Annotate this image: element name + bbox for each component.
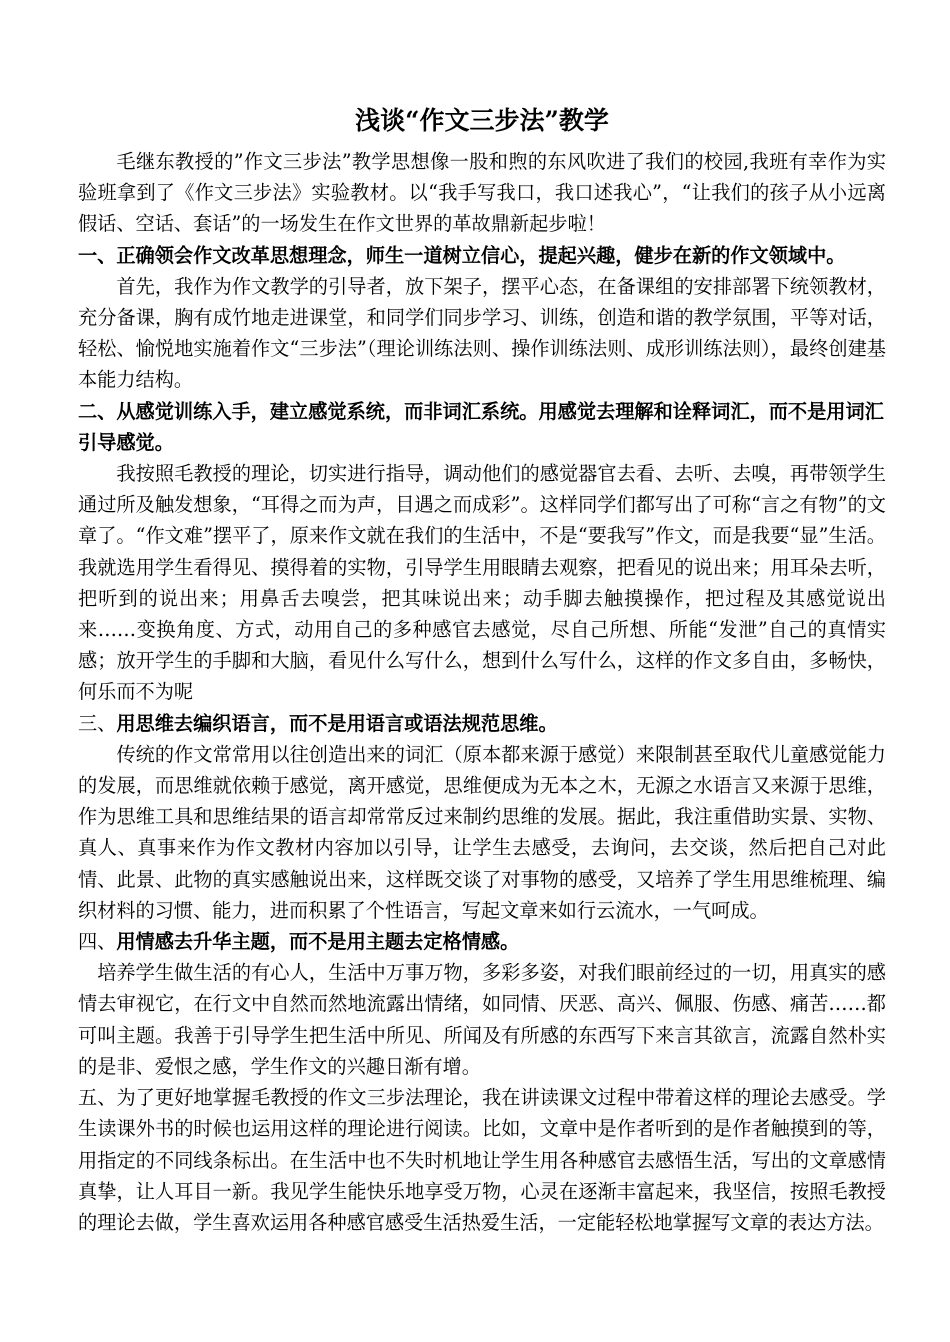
section-3-body: 传统的作文常常用以往创造出来的词汇（原本都来源于感觉）来限制甚至取代儿童感觉能力的发展，而思维就依赖于感觉，离开感觉，思维便成为无本之木，无源之水语言又来源于思维，作为思维工具和思维结果的语言却常常反过来制约思维的发展。据此，我注重借助实景、实物、真人、真事来作为作文教材内容加以引导，让学生去感受，去询问，去交谈，然后把自己对此情、此景、此物的真实感触说出来，这样既交谈了对事物的感受，又培养了学生用思维梳理、编织材料的习惯、能力，进而积累了个性语言，写起文章来如行云流水，一气呵成。: [78, 742, 886, 922]
section-5-body: 五、为了更好地掌握毛教授的作文三步法理论，我在讲读课文过程中带着这样的理论去感受。学生读课外书的时候也运用这样的理论进行阅读。比如，文章中是作者听到的是作者触摸到的等，用指定的不同线条标出。在生活中也不失时机地让学生用各种感官去感悟生活，写出的文章感情真挚，让人耳目一新。我见学生能快乐地享受万物，心灵在逐渐丰富起来，我坚信，按照毛教授的理论去做，学生喜欢运用各种感官感受生活热爱生活，一定能轻松地掌握写文章的表达方法。: [78, 1086, 886, 1234]
intro-paragraph: 毛继东教授的”作文三步法”教学思想像一股和煦的东风吹进了我们的校园,我班有幸作为实验班拿到了《作文三步法》实验教材。以“我手写我口，我口述我心”，“让我们的孩子从小远离假话、空话、套话”的一场发生在作文世界的革故鼎新起步啦！: [78, 150, 886, 236]
section-3-number: 三、: [78, 711, 117, 735]
section-2-body: 我按照毛教授的理论，切实进行指导，调动他们的感觉器官去看、去听、去嗅，再带领学生通过所及触发想象，“耳得之而为声，目遇之而成彩”。这样同学们都写出了可称“言之有物”的文章了。“作文难”摆平了，原来作文就在我们的生活中，不是“要我写”作文，而是我要“显”生活。我就选用学生看得见、摸得着的实物，引导学生用眼睛去观察，把看见的说出来；用耳朵去听，把听到的说出来；用鼻舌去嗅尝，把其味说出来；动手脚去触摸操作，把过程及其感觉说出来……变换角度、方式，动用自己的多种感官去感觉，尽自己所想、所能“发泄”自己的真情实感；放开学生的手脚和大脑，看见什么写什么，想到什么写什么，这样的作文多自由，多畅快，何乐而不为呢: [78, 462, 886, 704]
document-page: [78, 98, 886, 1238]
section-1-heading: 一、正确领会作文改革思想理念，师生一道树立信心，提起兴趣，健步在新的作文领域中。: [78, 243, 846, 267]
section-3-heading: [78, 708, 886, 739]
document-title: 浅谈“作文三步法”教学: [355, 106, 609, 135]
section-4-heading: [78, 926, 886, 957]
section-4-body: 培养学生做生活的有心人，生活中万事万物，多彩多姿，对我们眼前经过的一切，用真实的感情去审视它，在行文中自然而然地流露出情绪，如同情、厌恶、高兴、佩服、伤感、痛苦……都可叫主题。我善于引导学生把生活中所见、所闻及有所感的东西写下来言其欲言，流露自然朴实的是非、爱恨之感，学生作文的兴趣日渐有增。: [78, 961, 886, 1078]
section-2-heading: 二、从感觉训练入手，建立感觉系统，而非词汇系统。用感觉去理解和诠释词汇，而不是用词汇引导感觉。: [78, 399, 884, 454]
section-4-number: 四、: [78, 930, 117, 954]
section-1-body: 首先，我作为作文教学的引导者，放下架子，摆平心态，在备课组的安排部署下统领教材，充分备课，胸有成竹地走进课堂，和同学们同步学习、训练，创造和谐的教学氛围，平等对话，轻松、愉悦地实施着作文“三步法”（理论训练法则、操作训练法则、成形训练法则），最终创建基本能力结构。: [78, 274, 886, 392]
section-4-heading-text: 用情感去升华主题，而不是用主题去定格情感。: [116, 930, 520, 954]
section-3-heading-text: 用思维去编织语言，而不是用语言或语法规范思维。: [116, 711, 558, 735]
